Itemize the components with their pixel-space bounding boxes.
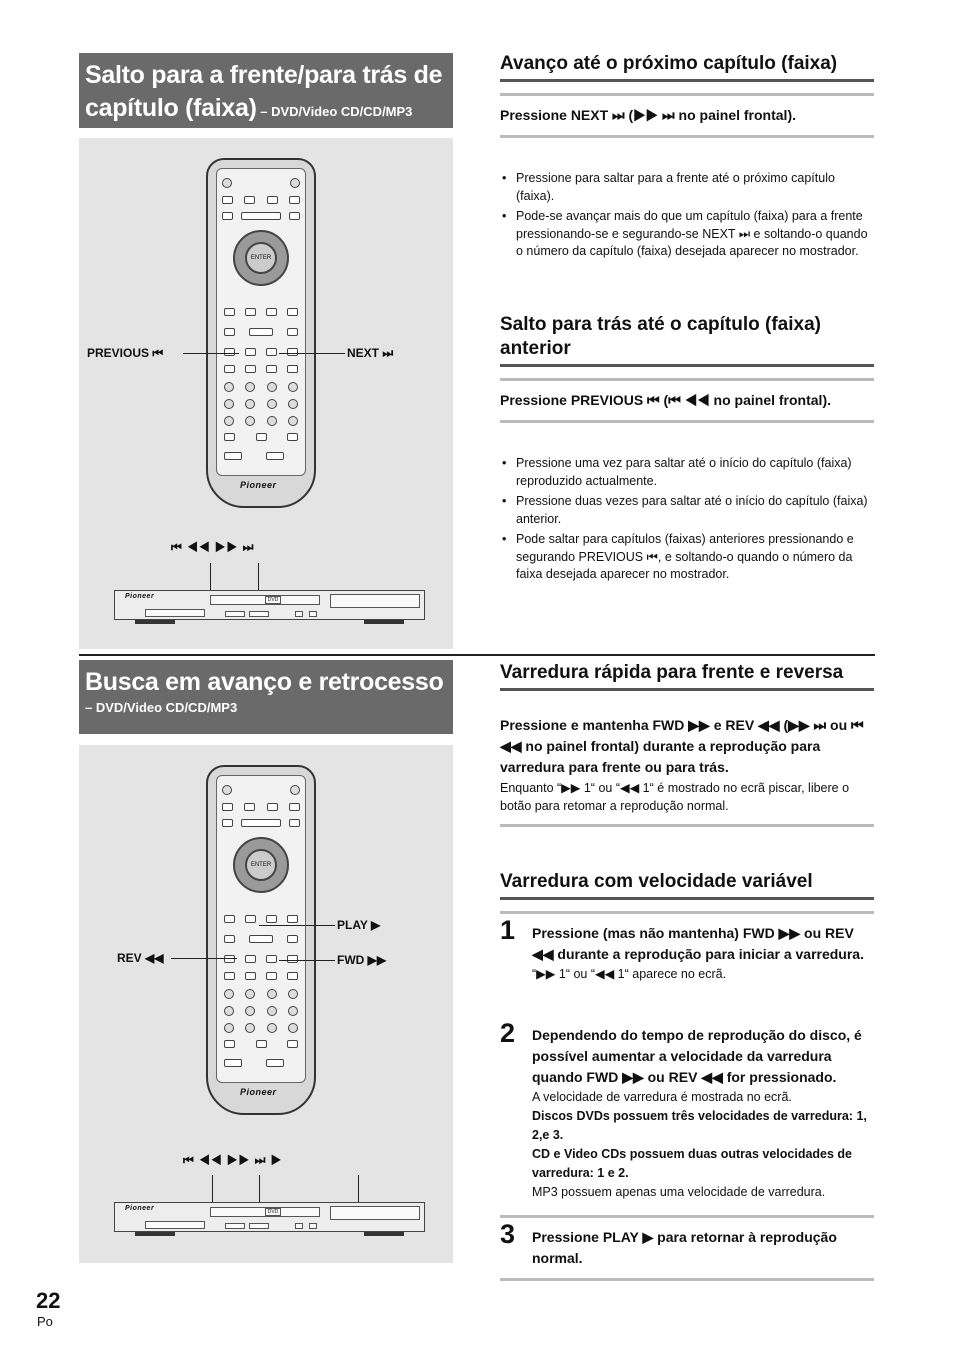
bullet-item: • Pressione para saltar para a frente até o próximo capítulo (faixa). (500, 170, 874, 205)
remote-button (289, 196, 300, 204)
remote-button (266, 972, 277, 980)
bullet-item: • Pode saltar para capítulos (faixas) anteriores pressionando e segurando PREVIOUS ⏮, e soltando-o quando o número da faixa desejada aparecer no mostrador. (500, 531, 874, 584)
player-window (330, 594, 420, 608)
remote-button (244, 803, 255, 811)
page-number: 22 (36, 1288, 61, 1313)
step-note-mp3: MP3 possuem apenas uma velocidade de varredura. (532, 1185, 826, 1199)
remote-button (289, 212, 300, 220)
player-button (225, 611, 245, 617)
remote-number-button (267, 399, 277, 409)
callout-line (279, 960, 335, 961)
remote-button (266, 955, 277, 963)
step-note-dvd: Discos DVDs possuem três velocidades de varredura: 1, 2,e 3. (532, 1109, 867, 1142)
remote-button (287, 915, 298, 923)
instruction-back: Pressione PREVIOUS ⏮ (⏮ ◀◀ no painel frontal). (500, 392, 832, 408)
step-title: Dependendo do tempo de reprodução do disco, é possível aumentar a velocidade da varredura quando FWD ▶▶ ou REV ◀◀ for pressionado. (532, 1027, 862, 1085)
remote-button (290, 178, 300, 188)
player-foot (135, 1232, 175, 1236)
step-note: “▶▶ 1“ ou “◀◀ 1“ aparece no ecrã. (532, 967, 727, 981)
remote-number-row (224, 1006, 298, 1016)
remote-button (287, 1040, 298, 1048)
divider (500, 135, 874, 138)
callout-line (279, 353, 345, 354)
step-number: 3 (500, 1219, 516, 1249)
remote-button-row (224, 308, 298, 316)
remote-button-row (224, 955, 298, 963)
remote-top-buttons (222, 785, 300, 795)
callout-line (183, 353, 239, 354)
remote-number-button (267, 382, 277, 392)
remote-button (241, 819, 281, 827)
page-language: Po (37, 1314, 53, 1329)
remote-button (224, 365, 235, 373)
player-brand-logo: Pioneer (125, 593, 155, 600)
player-display: DVD (265, 1208, 281, 1216)
instruction-scan: Pressione e mantenha FWD ▶▶ e REV ◀◀ (▶▶ ⏭ ou ⏮ ◀◀ no painel frontal) durante a reprodução para varredura para frente ou para trás. (500, 717, 864, 775)
step-note: A velocidade de varredura é mostrada no ecrã. (532, 1090, 792, 1104)
remote-button (224, 328, 235, 336)
remote-button (224, 972, 235, 980)
callout-fwd: FWD ▶▶ (337, 953, 387, 967)
remote-button (256, 1040, 267, 1048)
remote-top-buttons (222, 178, 300, 188)
player-button (249, 611, 269, 617)
remote-button-row (224, 915, 298, 923)
step-title: Pressione (mas não mantenha) FWD ▶▶ ou REV ◀◀ durante a reprodução para iniciar a varredura. (532, 925, 864, 962)
remote-number-button (245, 399, 255, 409)
remote-button (266, 348, 277, 356)
remote-button (224, 308, 235, 316)
player-foot (364, 1232, 404, 1236)
divider (500, 1278, 874, 1281)
remote-number-row (224, 989, 298, 999)
remote-number-button (288, 399, 298, 409)
remote-button-row (224, 935, 298, 943)
heading-advance: Avanço até o próximo capítulo (faixa) (500, 52, 874, 82)
dvd-player (114, 590, 425, 620)
remote-button (245, 308, 256, 316)
remote-number-button (288, 416, 298, 426)
remote-button-row (224, 972, 298, 980)
bullet-item: • Pressione duas vezes para saltar até o início do capítulo (faixa) anterior. (500, 493, 874, 528)
remote-number-button (224, 1023, 234, 1033)
step-3 (532, 1227, 874, 1269)
player-window (330, 1206, 420, 1220)
remote-dpad (233, 837, 289, 893)
section-title-search-main: Busca em avanço e retrocesso (85, 668, 444, 696)
callout-previous: PREVIOUS ⏮ (87, 346, 164, 360)
callout-rev: REV ◀◀ (117, 951, 164, 965)
remote-button (287, 365, 298, 373)
bullets-advance (500, 170, 874, 264)
player-logo-strip (145, 1221, 205, 1229)
remote-button-row (222, 196, 300, 204)
remote-number-button (245, 416, 255, 426)
remote-button-row (222, 819, 300, 827)
remote-number-button (288, 382, 298, 392)
remote-number-button (267, 989, 277, 999)
player-button (295, 1223, 303, 1229)
remote-button-row (224, 348, 298, 356)
remote-brand-logo: Pioneer (240, 480, 277, 490)
bullet-item: • Pressione uma vez para saltar até o início do capítulo (faixa) reproduzido actualmente. (500, 455, 874, 490)
player-logo-strip (145, 609, 205, 617)
note-scan: Enquanto “▶▶ 1“ ou “◀◀ 1“ é mostrado no ecrã piscar, libere o botão para retomar a reprodução normal. (500, 781, 850, 813)
divider (500, 420, 874, 423)
illustration-panel-skip (79, 138, 453, 649)
callout-play: PLAY ▶ (337, 918, 381, 932)
remote-number-button (267, 1006, 277, 1016)
remote-dpad (233, 230, 289, 286)
remote-button (245, 365, 256, 373)
callout-line (259, 925, 335, 926)
player-foot (364, 620, 404, 624)
divider (500, 1215, 874, 1218)
bullets-back (500, 455, 874, 587)
remote-button (287, 955, 298, 963)
step-title: Pressione PLAY ▶ para retornar à reprodução normal. (532, 1229, 837, 1266)
remote-number-button (245, 1006, 255, 1016)
remote-button (289, 803, 300, 811)
player-button (309, 611, 317, 617)
remote-button-row (224, 433, 298, 441)
remote-button (267, 196, 278, 204)
divider (500, 93, 874, 96)
remote-button (222, 785, 232, 795)
remote-button (287, 935, 298, 943)
player-button (225, 1223, 245, 1229)
section-title-skip-sub: – DVD/Video CD/CD/MP3 (256, 104, 413, 119)
remote-button-row (222, 212, 300, 220)
remote-button (287, 433, 298, 441)
remote-number-button (245, 989, 255, 999)
remote-number-row (224, 399, 298, 409)
remote-button (224, 433, 235, 441)
remote-button (224, 452, 242, 460)
remote-button-row (222, 803, 300, 811)
remote-button (245, 972, 256, 980)
step-2 (532, 1025, 874, 1202)
section-title-skip (79, 53, 453, 128)
remote-button (287, 308, 298, 316)
heading-scan: Varredura rápida para frente e reversa (500, 661, 874, 691)
remote-number-button (288, 1023, 298, 1033)
instruction-advance: Pressione NEXT ⏭ (▶▶ ⏭ no painel frontal). (500, 107, 796, 123)
player-foot (135, 620, 175, 624)
remote-number-button (224, 382, 234, 392)
divider (500, 824, 874, 827)
remote-button (224, 955, 235, 963)
divider (500, 911, 874, 914)
remote-number-button (288, 1006, 298, 1016)
remote-button (224, 1059, 242, 1067)
remote-button (256, 433, 267, 441)
remote-button (245, 955, 256, 963)
remote-control (206, 765, 316, 1115)
section-title-search-sub: – DVD/Video CD/CD/MP3 (85, 700, 238, 715)
remote-button (244, 196, 255, 204)
player-display: DVD (265, 596, 281, 604)
remote-button (241, 212, 281, 220)
remote-button (222, 212, 233, 220)
remote-number-row (224, 382, 298, 392)
remote-number-button (267, 416, 277, 426)
player-button (249, 1223, 269, 1229)
remote-button-row (224, 328, 298, 336)
section-title-skip-main: Salto para a frente/para trás de capítulo (faixa) (85, 61, 443, 122)
remote-number-row (224, 416, 298, 426)
remote-button (266, 1059, 284, 1067)
panel-button-symbols: ⏮ ◀◀ ▶▶ ⏭ (171, 540, 255, 554)
dvd-player (114, 1202, 425, 1232)
remote-button (224, 935, 235, 943)
player-button (309, 1223, 317, 1229)
remote-button (267, 803, 278, 811)
section-divider (79, 654, 875, 656)
remote-number-button (224, 416, 234, 426)
remote-button (266, 915, 277, 923)
player-button (295, 611, 303, 617)
remote-button (224, 1040, 235, 1048)
remote-button (266, 365, 277, 373)
remote-button (222, 178, 232, 188)
remote-button (222, 819, 233, 827)
remote-button (266, 452, 284, 460)
illustration-panel-search (79, 745, 453, 1263)
remote-number-button (224, 399, 234, 409)
remote-button (290, 785, 300, 795)
callout-next: NEXT ⏭ (347, 346, 394, 360)
remote-button (287, 972, 298, 980)
remote-button (222, 196, 233, 204)
remote-number-button (224, 1006, 234, 1016)
remote-button (245, 348, 256, 356)
heading-variable: Varredura com velocidade variável (500, 870, 874, 900)
bullet-item: • Pode-se avançar mais do que um capítulo (faixa) para a frente pressionando-se e segurando-se NEXT ⏭ e soltando-o quando o número da capítulo (faixa) desejada aparecer no mostrador. (500, 208, 874, 261)
remote-button (287, 328, 298, 336)
step-note-cd: CD e Video CDs possuem duas outras velocidades de varredura: 1 e 2. (532, 1147, 853, 1180)
remote-button (289, 819, 300, 827)
remote-number-button (267, 1023, 277, 1033)
remote-enter-button: ENTER (245, 242, 277, 274)
remote-enter-button: ENTER (245, 849, 277, 881)
remote-control (206, 158, 316, 508)
remote-button-row (224, 1059, 284, 1067)
step-1 (532, 923, 874, 984)
remote-brand-logo: Pioneer (240, 1087, 277, 1097)
remote-button (249, 328, 273, 336)
remote-button (222, 803, 233, 811)
remote-number-row (224, 1023, 298, 1033)
remote-button-row (224, 1040, 298, 1048)
remote-button (249, 935, 273, 943)
step-number: 1 (500, 915, 516, 945)
remote-button-row (224, 365, 298, 373)
callout-line (171, 958, 237, 959)
remote-number-button (245, 382, 255, 392)
remote-button (266, 308, 277, 316)
step-number: 2 (500, 1018, 516, 1048)
panel-button-symbols: ⏮ ◀◀ ▶▶ ⏭ ▶ (183, 1153, 283, 1167)
remote-button (245, 915, 256, 923)
divider (500, 378, 874, 381)
section-title-search (79, 660, 453, 734)
heading-back: Salto para trás até o capítulo (faixa) anterior (500, 313, 874, 367)
remote-button (287, 348, 298, 356)
remote-button-row (224, 452, 284, 460)
remote-number-button (288, 989, 298, 999)
remote-button (224, 915, 235, 923)
remote-button (224, 348, 235, 356)
player-brand-logo: Pioneer (125, 1205, 155, 1212)
remote-number-button (245, 1023, 255, 1033)
remote-number-button (224, 989, 234, 999)
